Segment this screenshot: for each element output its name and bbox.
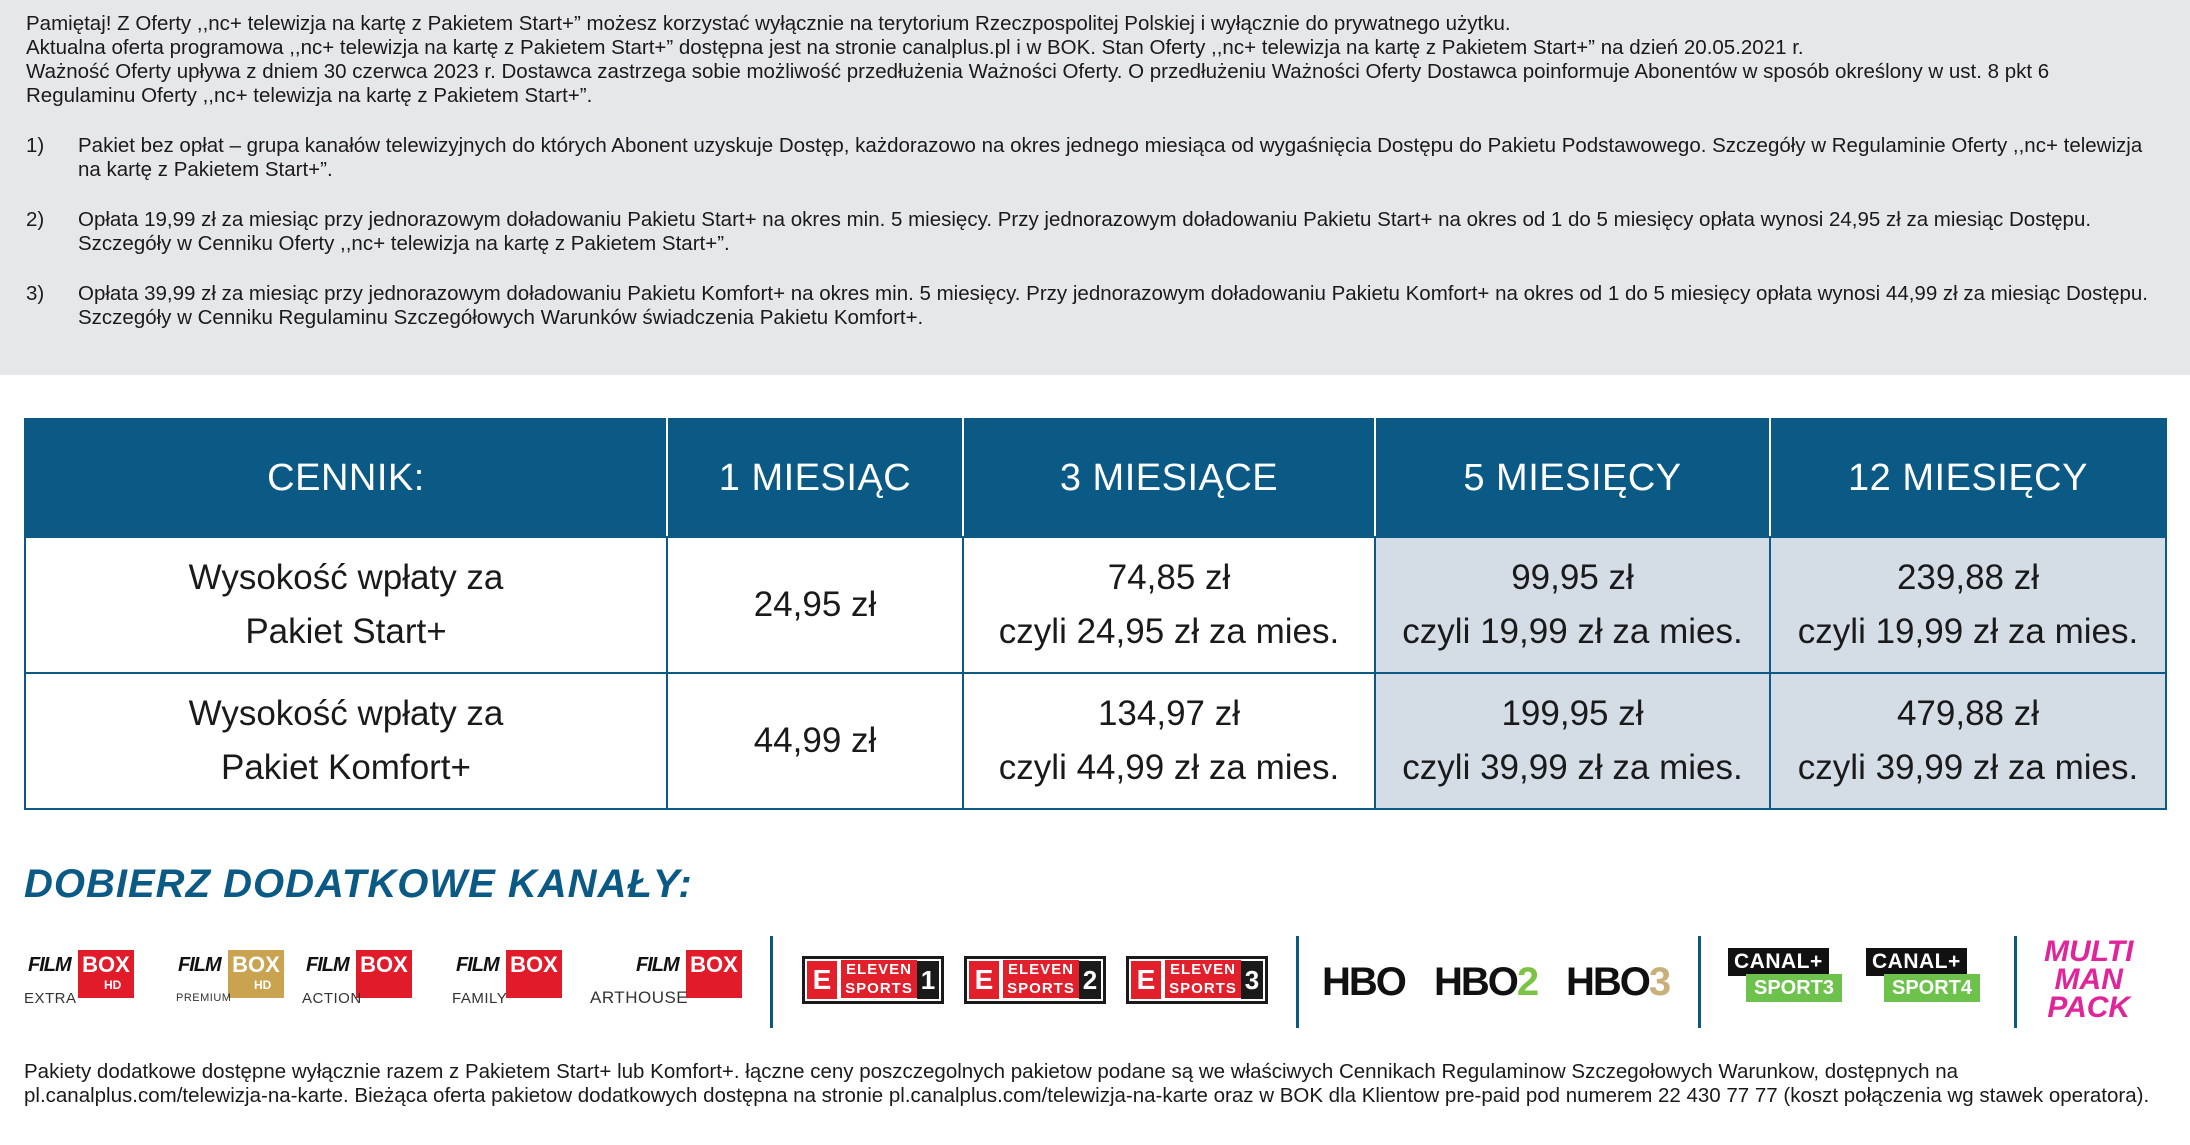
eleven-sports-3-logo [1126, 956, 1268, 1004]
filmbox-extra-logo [24, 950, 142, 1014]
logo-text: E [1131, 961, 1161, 999]
filmbox-family-logo [452, 950, 570, 1014]
logo-text: 2 [1516, 960, 1538, 1004]
header-cennik: CENNIK: [25, 419, 667, 537]
footnote-3 [26, 282, 2164, 330]
canal-sport3-logo [1728, 948, 1850, 1012]
terms-intro-line: Ważność Oferty upływa z dniem 30 czerwca 2023 r. Dostawca zastrzega sobie możliwość przedłużenia Ważności Oferty. O przedłużeniu Ważności Oferty Dostawca poinformuje Abonentów w sposób określony w ust. 8 pkt 6 Regulaminu Oferty ,,nc+ telewizja na kartę z Pakietem Start+”. [26, 60, 2050, 107]
logo-text: E [807, 961, 837, 999]
eleven-sports-1-logo [802, 956, 944, 1004]
logo-text: BOX [78, 950, 134, 998]
header-12-months: 12 MIESIĘCY [1770, 419, 2166, 537]
canal-sport4-logo [1866, 948, 1988, 1012]
price-value: 479,88 zł [1896, 694, 2040, 733]
footnote-text: Pakiet bez opłat – grupa kanałów telewizyjnych do których Abonent uzyskuje Dostęp, każdorazowo na okres jednego miesiąca od wygaśnięcia Dostępu do Pakietu Podstawowego. Szczegóły w Regulaminie Oferty ,,nc+ telewizja na kartę z Pakietem Start+”. [78, 134, 2143, 181]
terms-panel [0, 0, 2190, 375]
logo-text: MULTI [2044, 935, 2134, 968]
multiman-pack-logo [2044, 935, 2134, 1024]
filmbox-premium-logo [174, 950, 292, 1014]
footnote-text: Opłata 39,99 zł za miesiąc przy jednorazowym doładowaniu Pakietu Komfort+ na okres min. 5 miesięcy. Przy jednorazowym doładowaniu Pakietu Komfort+ na okres od 1 do 5 miesięcy opłata wynosi 44,99 zł za miesiąc Dostępu. Szczegóły w Cenniku Regulaminu Szczegółowych Warunków świadczenia Pakietu Komfort+. [78, 282, 2148, 329]
price-table [24, 418, 2167, 810]
footnote-2 [26, 208, 2164, 256]
logo-divider [770, 936, 773, 1028]
terms-intro-line: Pamiętaj! Z Oferty ,,nc+ telewizja na kartę z Pakietem Start+” możesz korzystać wyłącznie na terytorium Rzeczpospolitej Polskiej i wyłącznie do prywatnego użytku. [26, 12, 1511, 35]
price-per-month: czyli 39,99 zł za mies. [1797, 748, 2139, 787]
footnote-number: 1) [26, 134, 45, 157]
logo-text: BOX [506, 950, 562, 998]
channel-logos [24, 930, 2165, 1030]
logo-text: HBO [1566, 960, 1649, 1004]
price-value: 134,97 zł [1097, 694, 1241, 733]
price-cell [963, 673, 1375, 809]
hbo2-logo [1434, 960, 1537, 1005]
hbo3-logo [1566, 960, 1669, 1005]
price-value: 24,95 zł [753, 585, 877, 624]
price-table-header [25, 419, 2166, 537]
logo-text: ARTHOUSE [590, 988, 689, 1007]
logo-text: FAMILY [452, 990, 508, 1007]
logo-text: PREMIUM [176, 992, 232, 1004]
logo-text: BOX [686, 950, 742, 998]
price-per-month: czyli 24,95 zł za mies. [998, 612, 1340, 651]
logo-text: ELEVEN [841, 960, 917, 979]
price-per-month: czyli 19,99 zł za mies. [1402, 612, 1743, 651]
price-value: 74,85 zł [1107, 558, 1231, 597]
row-label-line: Wysokość wpłaty za [188, 558, 504, 597]
footnote-1 [26, 134, 2164, 182]
price-cell [667, 673, 963, 809]
logo-text: HBO [1322, 960, 1405, 1004]
logo-text: SPORTS [1165, 979, 1241, 998]
price-per-month: czyli 44,99 zł za mies. [998, 748, 1340, 787]
addons-title: DOBIERZ DODATKOWE KANAŁY: [24, 862, 693, 906]
logo-divider [1296, 936, 1299, 1028]
logo-text: HBO [1434, 960, 1517, 1004]
price-value: 239,88 zł [1896, 558, 2040, 597]
logo-text: HD [254, 978, 272, 992]
logo-text: MAN [2054, 963, 2123, 996]
row-label-line: Pakiet Komfort+ [221, 748, 471, 787]
row-label-komfort [25, 673, 667, 809]
price-value: 199,95 zł [1501, 694, 1644, 733]
logo-text: E [969, 961, 999, 999]
filmbox-action-logo [302, 950, 420, 1014]
header-1-month: 1 MIESIĄC [667, 419, 963, 537]
logo-divider [1698, 936, 1701, 1028]
logo-text: EXTRA [24, 990, 77, 1007]
logo-text: FILM [456, 954, 499, 976]
logo-text: CANAL+ [1866, 948, 1967, 976]
logo-text: ELEVEN [1003, 960, 1079, 979]
logo-text: PACK [2047, 991, 2131, 1024]
terms-intro-line: Aktualna oferta programowa ,,nc+ telewizja na kartę z Pakietem Start+” dostępna jest na stronie canalplus.pl i w BOK. Stan Oferty ,,nc+ telewizja na kartę z Pakietem Start+” na dzień 20.05.2021 r. [26, 36, 1804, 59]
eleven-sports-2-logo [964, 956, 1106, 1004]
price-cell [667, 537, 963, 673]
price-cell-highlight [1375, 673, 1770, 809]
logo-text: FILM [636, 954, 679, 976]
price-per-month: czyli 19,99 zł za mies. [1797, 612, 2139, 651]
logo-text: FILM [178, 954, 221, 976]
header-3-months: 3 MIESIĄCE [963, 419, 1375, 537]
table-row [25, 537, 2166, 673]
table-row [25, 673, 2166, 809]
logo-text: 3 [1241, 961, 1263, 999]
logo-text: SPORTS [1003, 979, 1079, 998]
logo-text: FILM [306, 954, 349, 976]
footnote-number: 2) [26, 208, 45, 231]
price-value: 99,95 zł [1511, 558, 1634, 597]
logo-divider [2014, 936, 2017, 1028]
logo-text: SPORTS [841, 979, 917, 998]
footnote-text: Opłata 19,99 zł za miesiąc przy jednorazowym doładowaniu Pakietu Start+ na okres min. 5 miesięcy. Przy jednorazowym doładowaniu Pakietu Start+ na okres od 1 do 5 miesięcy opłata wynosi 24,95 zł za miesiąc Dostępu. Szczegóły w Cenniku Oferty ,,nc+ telewizja na kartę z Pakietem Start+”. [78, 208, 2092, 255]
logo-text: SPORT4 [1884, 974, 1980, 1002]
logo-text: 3 [1648, 960, 1670, 1004]
logo-text: 1 [917, 961, 939, 999]
row-label-start [25, 537, 667, 673]
price-cell-highlight [1770, 673, 2166, 809]
logo-text: HD [104, 978, 122, 992]
logo-text: FILM [28, 954, 71, 976]
price-value: 44,99 zł [753, 721, 877, 760]
hbo-logo [1322, 960, 1405, 1005]
logo-text: ELEVEN [1165, 960, 1241, 979]
price-cell-highlight [1770, 537, 2166, 673]
price-cell [963, 537, 1375, 673]
footnote-number: 3) [26, 282, 45, 305]
price-cell-highlight [1375, 537, 1770, 673]
row-label-line: Wysokość wpłaty za [188, 694, 504, 733]
header-5-months: 5 MIESIĘCY [1375, 419, 1770, 537]
price-per-month: czyli 39,99 zł za mies. [1402, 748, 1743, 787]
logo-text: 2 [1079, 961, 1101, 999]
logo-text: ACTION [302, 990, 362, 1007]
row-label-line: Pakiet Start+ [245, 612, 447, 651]
logo-text: BOX [356, 950, 412, 998]
logo-text: SPORT3 [1746, 974, 1842, 1002]
footer-note: Pakiety dodatkowe dostępne wyłącznie razem z Pakietem Start+ lub Komfort+. łączne ceny poszczegolnych pakietow podane są we właściwych Cennikach Regulaminow Szczegołowych Warunkow, dostępnych na pl.canalplus.com/telewizja-na-karte. Bieżąca oferta pakietow dodatkowych dostępna na stronie pl.canalplus.com/telewizja-na-karte oraz w BOK dla Klientow pre-paid pod numerem 22 430 77 77 (koszt połączenia wg stawek operatora). [24, 1060, 2150, 1107]
logo-text: CANAL+ [1728, 948, 1829, 976]
logo-text: BOX [228, 950, 284, 998]
filmbox-arthouse-logo [590, 950, 740, 1014]
terms-intro [26, 12, 2164, 108]
